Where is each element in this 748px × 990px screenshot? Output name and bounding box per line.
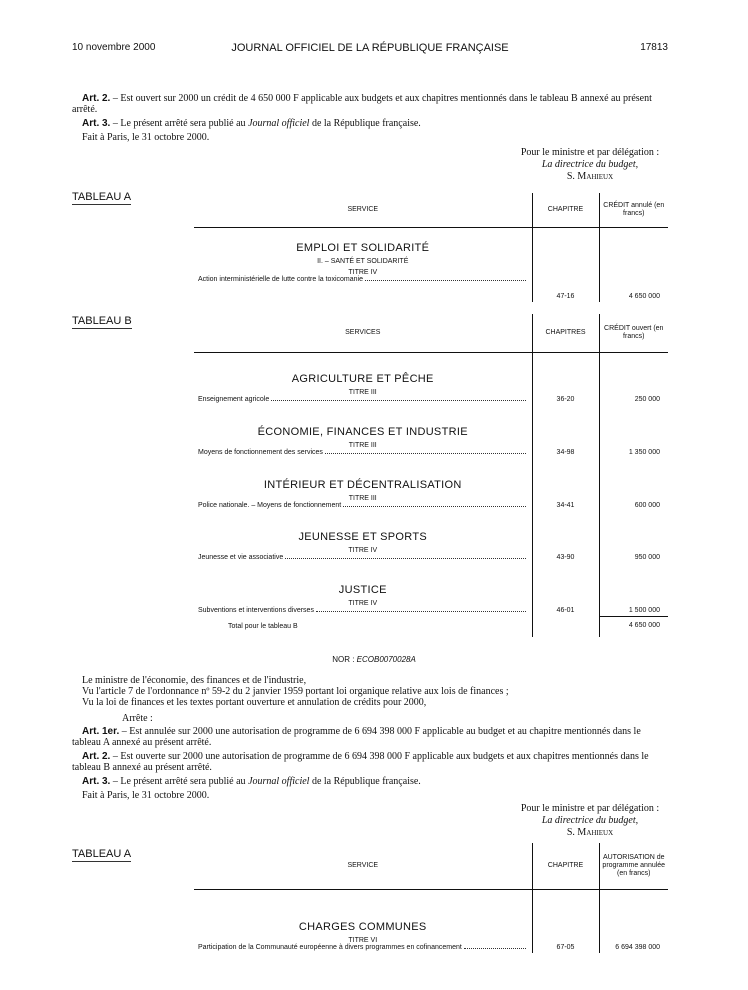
titre-heading: TITRE III: [348, 494, 377, 502]
article-text: de la République française.: [309, 118, 421, 129]
table-row-label: [194, 276, 532, 285]
amount-cell: 6 694 398 000: [599, 889, 668, 953]
table-section: [194, 511, 532, 564]
article-1-paragraph: [72, 726, 668, 748]
table-row-label: [194, 944, 532, 953]
article-label: Art. 2.: [82, 93, 111, 104]
header-page-number: 17813: [640, 42, 668, 53]
signature-name: S. Mahieux: [566, 827, 614, 838]
chapitre-cell: 36-20: [532, 352, 599, 405]
column-header-credit: CRÉDIT annulé (en francs): [599, 193, 668, 227]
chapitre-cell: 34-98: [532, 405, 599, 458]
leader-dots: [343, 506, 525, 507]
article-text: – Est annulée sur 2000 une autorisation de programme de 6 694 398 000 F applicable au budget et au chapitre mentionnés dans le tableau A annexé au présent arrêté.: [72, 726, 641, 748]
column-header-chapitres: CHAPITRES: [532, 314, 599, 352]
leader-dots: [271, 400, 525, 401]
minister-line: Le ministre de l'économie, des finances et de l'industrie,: [82, 675, 307, 686]
table-section: [194, 889, 532, 953]
column-header-chapitre: CHAPITRE: [532, 193, 599, 227]
signature-role: [500, 159, 680, 171]
ministry-heading: INTÉRIEUR ET DÉCENTRALISATION: [263, 478, 462, 491]
table-row-label: [194, 607, 532, 616]
ministry-heading: CHARGES COMMUNES: [298, 921, 427, 933]
signature-role-text: La directrice du budget,: [541, 159, 639, 170]
signature-line: Pour le ministre et par délégation :: [520, 147, 660, 158]
article-label: Art. 2.: [82, 751, 111, 762]
article-text: de la République française.: [309, 776, 421, 787]
column-header-autorisation: AUTORISATION de programme annulée (en francs): [599, 843, 668, 889]
header-date: 10 novembre 2000: [72, 42, 156, 53]
article-text: – Est ouvert sur 2000 un crédit de 4 650 000 F applicable aux budgets et aux chapitres mentionnés dans le tableau B annexé au présent arrêté.: [72, 93, 652, 115]
signature-block: [500, 147, 680, 183]
chapitre-cell: 34-41: [532, 458, 599, 511]
table-row-label: [194, 554, 532, 563]
header-title: JOURNAL OFFICIEL DE LA RÉPUBLIQUE FRANÇAISE: [231, 42, 509, 54]
signature-line: Pour le ministre et par délégation :: [520, 803, 660, 814]
amount-cell: 4 650 000: [599, 227, 668, 302]
chapitre-cell: 47-16: [532, 227, 599, 302]
amount-cell: 1 500 000: [599, 563, 668, 616]
chapitre-cell: 46-01: [532, 563, 599, 616]
table-section: [194, 405, 532, 458]
column-header-chapitre: CHAPITRE: [532, 843, 599, 889]
row-label-text: Participation de la Communauté européenne à divers programmes en cofinancement: [198, 944, 462, 951]
article-label: Art. 1er.: [82, 726, 120, 737]
article-2-paragraph: [72, 93, 668, 115]
tableau-label-text: TABLEAU B: [72, 315, 132, 327]
column-header-credit: CRÉDIT ouvert (en francs): [599, 314, 668, 352]
leader-dots: [464, 948, 526, 949]
page-header: [72, 42, 668, 56]
table-section: [194, 352, 532, 405]
row-label-text: Police nationale. – Moyens de fonctionnement: [198, 501, 342, 509]
row-label-text: Action interministérielle de lutte contre la toxicomanie: [198, 275, 363, 283]
nor-label: NOR :: [332, 655, 355, 664]
ministry-heading: AGRICULTURE ET PÊCHE: [291, 373, 434, 386]
article-label: Art. 3.: [82, 118, 111, 129]
row-label-text: Jeunesse et vie associative: [198, 554, 284, 562]
signature-role: [500, 815, 680, 827]
tableau-b-label: [72, 315, 132, 329]
titre-heading: TITRE IV: [348, 268, 378, 276]
table-row-label: [194, 396, 532, 405]
leader-dots: [285, 558, 525, 559]
table-section: [194, 563, 532, 616]
amount-cell: 250 000: [599, 352, 668, 405]
vu-line-1: Vu l'article 7 de l'ordonnance nº 59-2 du 2 janvier 1959 portant loi organique relative aux lois de finances ;: [82, 686, 509, 697]
row-label-text: Moyens de fonctionnement des services: [198, 448, 323, 456]
titre-heading: TITRE IV: [348, 547, 378, 555]
ministry-heading: JUSTICE: [338, 584, 387, 597]
ministry-heading: ÉCONOMIE, FINANCES ET INDUSTRIE: [257, 425, 468, 438]
article-text: – Est ouverte sur 2000 une autorisation de programme de 6 694 398 000 F applicable aux budgets et aux chapitres mentionnés dans le tableau B annexé au présent arrêté.: [72, 751, 649, 773]
signature-name: S. Mahieux: [566, 171, 614, 182]
nor-code: ECOB0070028A: [356, 655, 416, 664]
article-3-paragraph: [72, 776, 668, 787]
leader-dots: [365, 280, 526, 281]
tableau-a-label: [72, 191, 131, 205]
table-row-label: [194, 449, 532, 458]
journal-officiel-text: Journal officiel: [248, 776, 310, 787]
titre-heading: TITRE IV: [348, 600, 378, 608]
article-text: – Le présent arrêté sera publié au: [110, 776, 249, 787]
nor-reference: [0, 655, 748, 664]
arrete-line: Arrête :: [122, 713, 153, 724]
column-header-services: SERVICES: [194, 314, 532, 352]
table-section: [194, 227, 532, 302]
table-section: [194, 458, 532, 511]
total-label: Total pour le tableau B: [228, 623, 298, 631]
fait-a-paris: Fait à Paris, le 31 octobre 2000.: [82, 790, 210, 801]
article-label: Art. 3.: [82, 776, 111, 787]
titre-heading: TITRE VI: [348, 937, 378, 944]
total-chapitre-cell: [532, 616, 599, 637]
titre-heading: TITRE III: [348, 389, 377, 397]
sub-heading: II. – SANTÉ ET SOLIDARITÉ: [317, 257, 409, 265]
journal-officiel-text: Journal officiel: [248, 118, 310, 129]
fait-a-paris: Fait à Paris, le 31 octobre 2000.: [82, 132, 210, 143]
amount-cell: 950 000: [599, 511, 668, 564]
column-header-service: SERVICE: [194, 843, 532, 889]
vu-line-2: Vu la loi de finances et les textes portant ouverture et annulation de crédits pour 2000,: [82, 697, 427, 708]
chapitre-cell: 43-90: [532, 511, 599, 564]
leader-dots: [316, 611, 526, 612]
article-text: – Le présent arrêté sera publié au: [110, 118, 249, 129]
row-label-text: Enseignement agricole: [198, 396, 270, 404]
tableau-label-text: TABLEAU A: [72, 848, 132, 860]
tableau-a-table-2: [194, 843, 668, 953]
column-header-service: SERVICE: [194, 193, 532, 227]
signature-role-text: La directrice du budget,: [541, 815, 639, 826]
tableau-a-table: [194, 193, 668, 302]
titre-heading: TITRE III: [348, 441, 377, 449]
ministry-heading: EMPLOI ET SOLIDARITÉ: [296, 241, 430, 254]
amount-cell: 600 000: [599, 458, 668, 511]
chapitre-cell: 67-05: [532, 889, 599, 953]
total-amount: 4 650 000: [599, 616, 668, 637]
tableau-a-label: [72, 848, 131, 862]
leader-dots: [325, 453, 526, 454]
table-row-label: [194, 502, 532, 511]
signature-block: [500, 803, 680, 839]
ministry-heading: JEUNESSE ET SPORTS: [298, 531, 427, 544]
tableau-b-table: [194, 314, 668, 637]
tableau-label-text: TABLEAU A: [72, 191, 132, 203]
amount-cell: 1 350 000: [599, 405, 668, 458]
row-label-text: Subventions et interventions diverses: [198, 607, 314, 615]
article-3-paragraph: [72, 118, 668, 129]
article-2-paragraph: [72, 751, 668, 773]
